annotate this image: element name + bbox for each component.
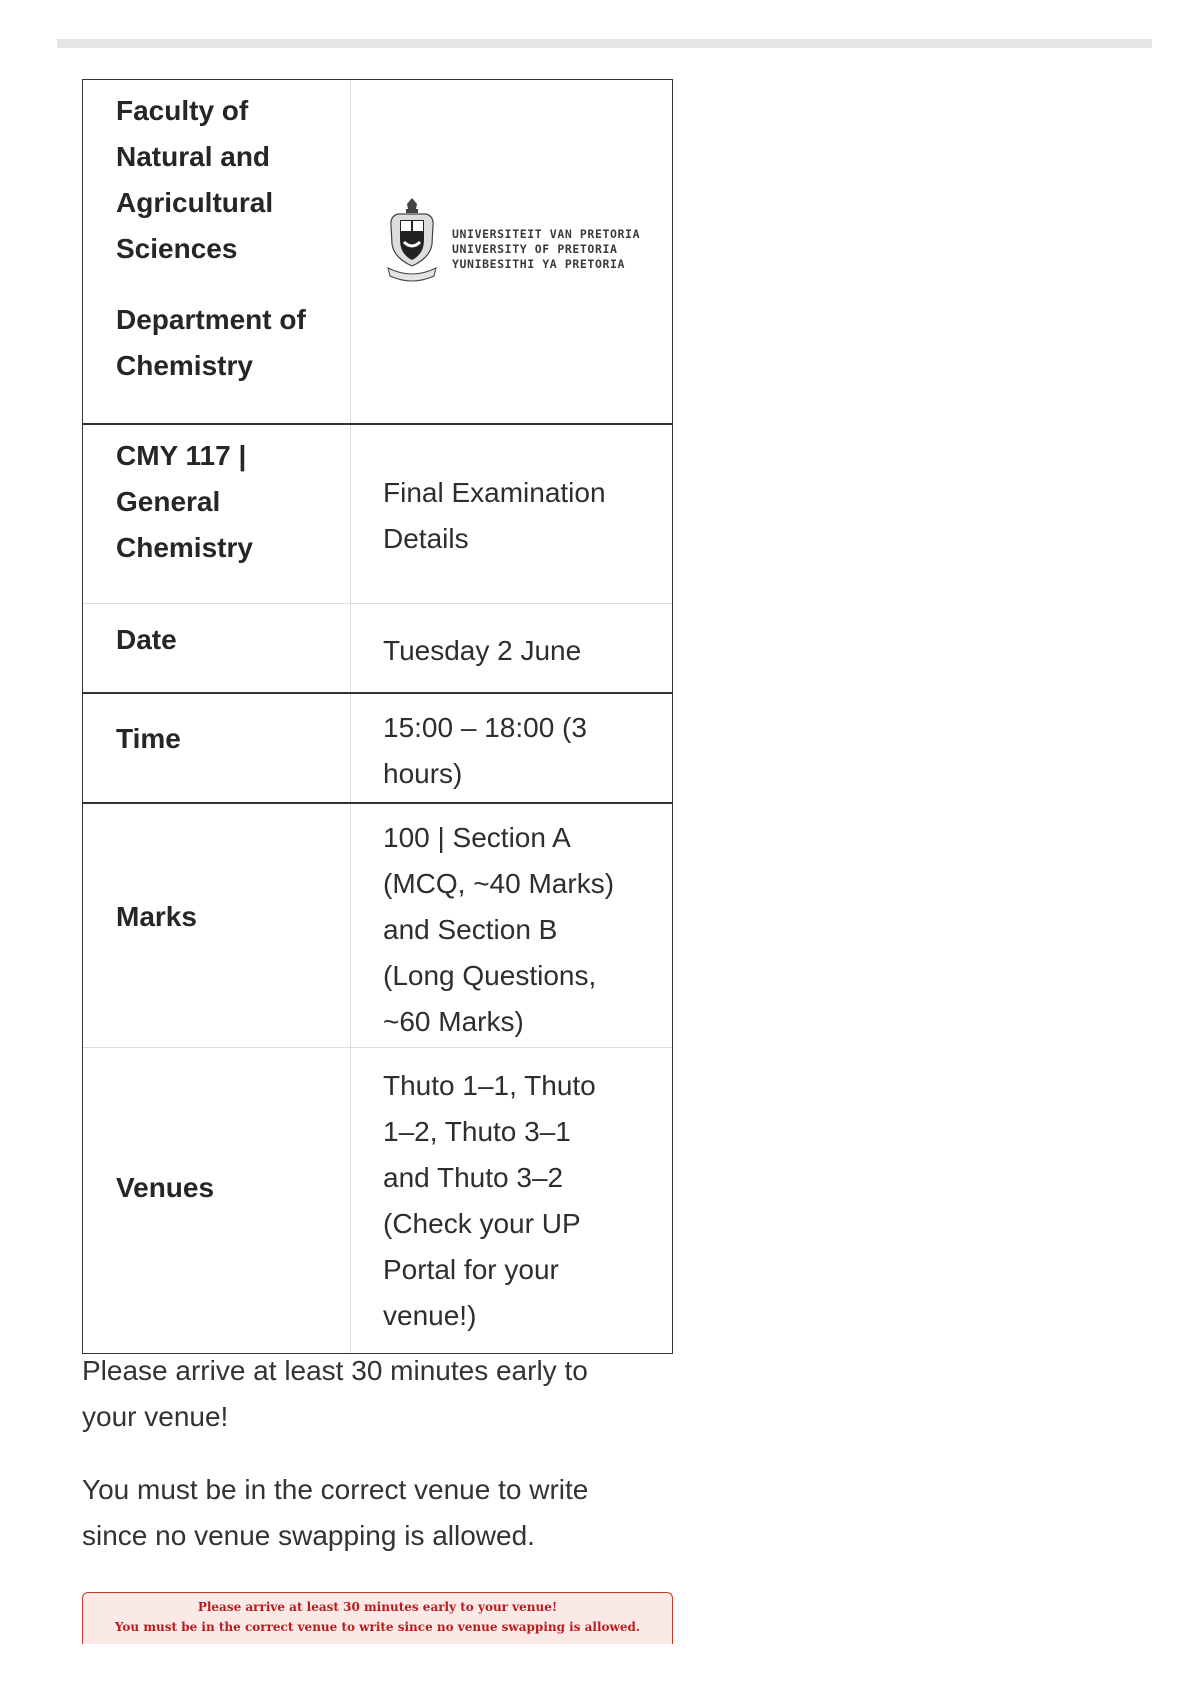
row-divider bbox=[83, 1047, 672, 1048]
arrive-early-notice: Please arrive at least 30 minutes early to your venue! bbox=[82, 1355, 588, 1432]
warning-line-venue: You must be in the correct venue to write since no venue swapping is allowed. bbox=[114, 1620, 641, 1634]
row-divider bbox=[83, 692, 672, 694]
venues-value: Thuto 1–1, Thuto 1–2, Thuto 3–1 and Thuto 3–2 (Check your UP Portal for your venue!) bbox=[383, 1070, 596, 1331]
university-crest-icon bbox=[384, 196, 440, 286]
marks-label: Marks bbox=[116, 901, 197, 932]
date-value: Tuesday 2 June bbox=[383, 635, 582, 666]
venue-swap-notice: You must be in the correct venue to write since no venue swapping is allowed. bbox=[82, 1474, 589, 1551]
row-divider bbox=[83, 802, 672, 804]
warning-line-arrive: Please arrive at least 30 minutes early to your venue! bbox=[197, 1600, 558, 1614]
university-logo bbox=[384, 196, 640, 286]
time-value: 15:00 – 18:00 (3 hours) bbox=[383, 712, 587, 789]
top-divider bbox=[57, 39, 1152, 48]
table-column-divider bbox=[350, 80, 351, 1353]
marks-value: 100 | Section A (MCQ, ~40 Marks) and Section B (Long Questions, ~60 Marks) bbox=[383, 822, 615, 1037]
row-divider bbox=[83, 423, 672, 425]
venues-label: Venues bbox=[116, 1172, 215, 1203]
warning-banner bbox=[82, 1592, 673, 1644]
course-label: CMY 117 | General Chemistry bbox=[116, 440, 253, 563]
faculty-name: Faculty of Natural and Agricultural Sciences bbox=[116, 95, 274, 264]
time-label: Time bbox=[116, 723, 181, 754]
row-divider bbox=[83, 603, 672, 604]
department-name: Department of Chemistry bbox=[116, 304, 306, 381]
date-label: Date bbox=[116, 624, 177, 655]
course-value: Final Examination Details bbox=[383, 477, 606, 554]
university-name-text: UNIVERSITEIT VAN PRETORIA UNIVERSITY OF PRETORIA YUNIBESITHI YA PRETORIA bbox=[452, 227, 641, 271]
